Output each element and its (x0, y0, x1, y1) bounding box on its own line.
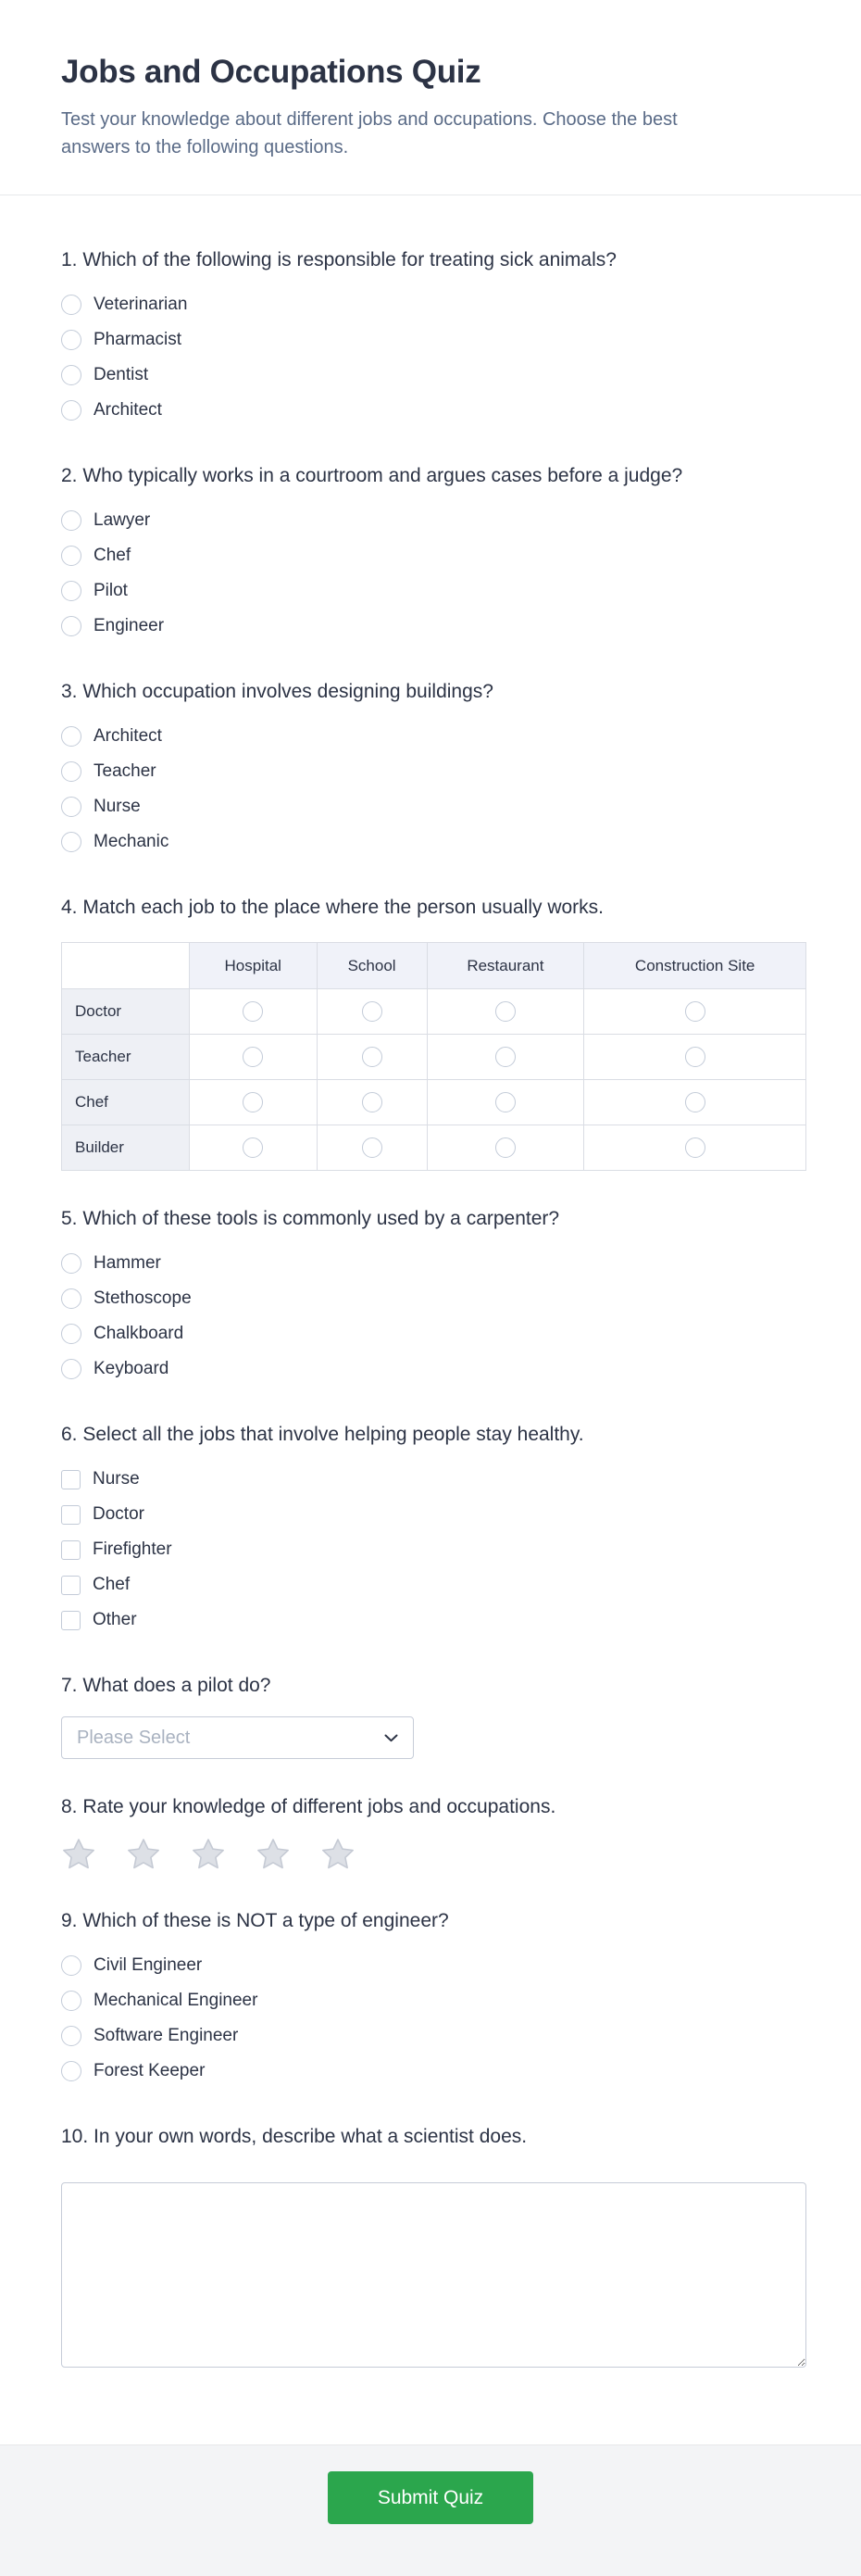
matrix-cell[interactable] (427, 989, 584, 1035)
radio-option[interactable] (61, 1281, 806, 1316)
question-4-label: 4. Match each job to the place where the person usually works. (61, 897, 604, 918)
checkbox-icon[interactable] (61, 1505, 81, 1525)
radio-option-label: Software Engineer (94, 2026, 239, 2045)
checkbox-icon[interactable] (61, 1576, 81, 1595)
matrix-cell[interactable] (317, 1035, 427, 1080)
radio-icon[interactable] (61, 400, 81, 421)
radio-icon[interactable] (362, 1092, 382, 1112)
radio-option-label: Teacher (94, 761, 156, 781)
radio-icon[interactable] (243, 1137, 263, 1158)
star-icon[interactable] (191, 1837, 226, 1872)
checkbox-option[interactable] (61, 1462, 806, 1497)
question-5-label: 5. Which of these tools is commonly used by a carpenter? (61, 1208, 560, 1229)
radio-option-label: Lawyer (94, 510, 151, 530)
matrix-column-header: Restaurant (427, 943, 584, 989)
question-5-options (61, 1246, 806, 1387)
question-3-options (61, 719, 806, 860)
question-7 (61, 1673, 806, 1759)
checkbox-icon[interactable] (61, 1540, 81, 1560)
radio-option-label: Architect (94, 726, 162, 746)
matrix-cell[interactable] (427, 1035, 584, 1080)
page-subtitle: Test your knowledge about different jobs and occupations. Choose the best answers to the following questions. (61, 109, 678, 157)
radio-icon[interactable] (362, 1047, 382, 1067)
matrix-header-row (62, 943, 806, 989)
radio-icon[interactable] (243, 1092, 263, 1112)
radio-icon[interactable] (61, 2026, 81, 2046)
radio-icon[interactable] (362, 1137, 382, 1158)
question-10-label: 10. In your own words, describe what a scientist does. (61, 2126, 528, 2147)
question-4 (61, 895, 806, 1171)
radio-option-label: Mechanic (94, 832, 169, 851)
radio-icon[interactable] (685, 1137, 705, 1158)
matrix-cell[interactable] (584, 1080, 806, 1125)
radio-icon[interactable] (243, 1047, 263, 1067)
radio-option[interactable] (61, 1246, 806, 1281)
radio-option[interactable] (61, 2054, 806, 2089)
radio-icon[interactable] (61, 761, 81, 782)
radio-option[interactable] (61, 824, 806, 860)
radio-option-label: Engineer (94, 616, 165, 635)
radio-icon[interactable] (495, 1001, 516, 1022)
question-1-label: 1. Which of the following is responsible for treating sick animals? (61, 249, 617, 270)
radio-option-label: Mechanical Engineer (94, 1991, 258, 2010)
question-8 (61, 1794, 806, 1873)
checkbox-option-label: Nurse (93, 1469, 140, 1489)
pilot-select-dropdown[interactable] (61, 1716, 414, 1759)
radio-option[interactable] (61, 1351, 806, 1387)
radio-option-label: Forest Keeper (94, 2061, 206, 2080)
radio-icon[interactable] (61, 1288, 81, 1309)
radio-option-label: Dentist (94, 365, 149, 384)
radio-icon[interactable] (61, 726, 81, 747)
radio-icon[interactable] (61, 295, 81, 315)
radio-icon[interactable] (61, 832, 81, 852)
matrix-corner-cell (62, 943, 190, 989)
matrix-cell[interactable] (189, 1125, 317, 1171)
checkbox-option-label: Chef (93, 1575, 131, 1594)
radio-icon[interactable] (61, 616, 81, 636)
radio-option-label: Nurse (94, 797, 141, 816)
radio-option-label: Veterinarian (94, 295, 188, 314)
radio-option-label: Keyboard (94, 1359, 169, 1378)
radio-option[interactable] (61, 719, 806, 754)
radio-icon[interactable] (61, 2061, 81, 2081)
page-title: Jobs and Occupations Quiz (61, 54, 481, 90)
radio-icon[interactable] (685, 1047, 705, 1067)
radio-option[interactable] (61, 789, 806, 824)
radio-option[interactable] (61, 1948, 806, 1983)
matrix-cell[interactable] (317, 989, 427, 1035)
radio-option[interactable] (61, 1983, 806, 2018)
radio-icon[interactable] (243, 1001, 263, 1022)
matrix-cell[interactable] (317, 1080, 427, 1125)
question-8-label: 8. Rate your knowledge of different jobs and occupations. (61, 1796, 556, 1817)
radio-icon[interactable] (61, 510, 81, 531)
matrix-row (62, 1080, 806, 1125)
question-7-label: 7. What does a pilot do? (61, 1675, 271, 1696)
question-3 (61, 679, 806, 860)
star-icon[interactable] (126, 1837, 161, 1872)
radio-option[interactable] (61, 2018, 806, 2054)
radio-option-label: Stethoscope (94, 1288, 192, 1308)
matrix-cell[interactable] (189, 1080, 317, 1125)
radio-option[interactable] (61, 322, 806, 358)
question-10 (61, 2124, 806, 2372)
matrix-table (61, 942, 806, 1171)
radio-icon[interactable] (685, 1001, 705, 1022)
question-3-label: 3. Which occupation involves designing buildings? (61, 681, 493, 702)
question-6-label: 6. Select all the jobs that involve helping people stay healthy. (61, 1424, 584, 1445)
radio-icon[interactable] (495, 1047, 516, 1067)
checkbox-option[interactable] (61, 1497, 806, 1532)
question-2-options (61, 503, 806, 644)
checkbox-option[interactable] (61, 1602, 806, 1638)
matrix-cell[interactable] (584, 989, 806, 1035)
radio-option-label: Hammer (94, 1253, 161, 1273)
radio-option[interactable] (61, 573, 806, 609)
radio-icon[interactable] (61, 797, 81, 817)
submit-section (0, 2444, 861, 2576)
question-6-options (61, 1462, 806, 1638)
radio-option[interactable] (61, 538, 806, 573)
radio-icon[interactable] (362, 1001, 382, 1022)
matrix-column-header: Hospital (189, 943, 317, 989)
matrix-row-label: Chef (62, 1080, 190, 1125)
radio-icon[interactable] (61, 546, 81, 566)
matrix-row (62, 989, 806, 1035)
radio-icon[interactable] (61, 581, 81, 601)
radio-option-label: Chef (94, 546, 131, 565)
radio-option[interactable] (61, 1316, 806, 1351)
radio-option-label: Pharmacist (94, 330, 182, 349)
checkbox-option-label: Doctor (93, 1504, 144, 1524)
matrix-cell[interactable] (317, 1125, 427, 1171)
radio-option-label: Pilot (94, 581, 128, 600)
matrix-row (62, 1035, 806, 1080)
checkbox-option-label: Other (93, 1610, 137, 1629)
question-2-label: 2. Who typically works in a courtroom and argues cases before a judge? (61, 465, 683, 486)
matrix-row-label: Builder (62, 1125, 190, 1171)
chevron-down-icon (384, 1734, 398, 1742)
radio-option[interactable] (61, 754, 806, 789)
scientist-description-textarea[interactable] (61, 2182, 806, 2368)
question-6 (61, 1422, 806, 1638)
question-9 (61, 1908, 806, 2089)
matrix-cell[interactable] (427, 1080, 584, 1125)
star-icon[interactable] (61, 1837, 96, 1872)
radio-option[interactable] (61, 393, 806, 428)
radio-icon[interactable] (495, 1092, 516, 1112)
radio-option-label: Architect (94, 400, 162, 420)
radio-option[interactable] (61, 609, 806, 644)
radio-icon[interactable] (61, 1955, 81, 1976)
form-content (0, 195, 861, 2444)
checkbox-option[interactable] (61, 1532, 806, 1567)
radio-icon[interactable] (61, 1359, 81, 1379)
matrix-cell[interactable] (189, 989, 317, 1035)
question-2 (61, 463, 806, 644)
star-icon[interactable] (320, 1837, 356, 1872)
matrix-column-header: School (317, 943, 427, 989)
radio-icon[interactable] (685, 1092, 705, 1112)
radio-icon[interactable] (61, 1991, 81, 2011)
question-9-label: 9. Which of these is NOT a type of engineer? (61, 1910, 449, 1931)
matrix-cell[interactable] (584, 1125, 806, 1171)
checkbox-icon[interactable] (61, 1611, 81, 1630)
matrix-cell[interactable] (189, 1035, 317, 1080)
form-header (0, 0, 861, 195)
radio-option[interactable] (61, 503, 806, 538)
question-5 (61, 1206, 806, 1387)
radio-icon[interactable] (495, 1137, 516, 1158)
matrix-cell[interactable] (584, 1035, 806, 1080)
matrix-column-header: Construction Site (584, 943, 806, 989)
radio-icon[interactable] (61, 1324, 81, 1344)
radio-option-label: Civil Engineer (94, 1955, 203, 1975)
checkbox-option[interactable] (61, 1567, 806, 1602)
checkbox-icon[interactable] (61, 1470, 81, 1489)
radio-option[interactable] (61, 287, 806, 322)
checkbox-option-label: Firefighter (93, 1539, 172, 1559)
submit-quiz-button[interactable]: Submit Quiz (328, 2471, 533, 2524)
matrix-row-label: Teacher (62, 1035, 190, 1080)
dropdown-placeholder: Please Select (77, 1727, 191, 1748)
question-1-options (61, 287, 806, 428)
matrix-row (62, 1125, 806, 1171)
radio-icon[interactable] (61, 1253, 81, 1274)
radio-option[interactable] (61, 358, 806, 393)
question-1 (61, 247, 806, 428)
radio-icon[interactable] (61, 365, 81, 385)
matrix-cell[interactable] (427, 1125, 584, 1171)
star-rating (61, 1836, 806, 1873)
matrix-row-label: Doctor (62, 989, 190, 1035)
question-9-options (61, 1948, 806, 2089)
radio-option-label: Chalkboard (94, 1324, 184, 1343)
radio-icon[interactable] (61, 330, 81, 350)
star-icon[interactable] (256, 1837, 291, 1872)
